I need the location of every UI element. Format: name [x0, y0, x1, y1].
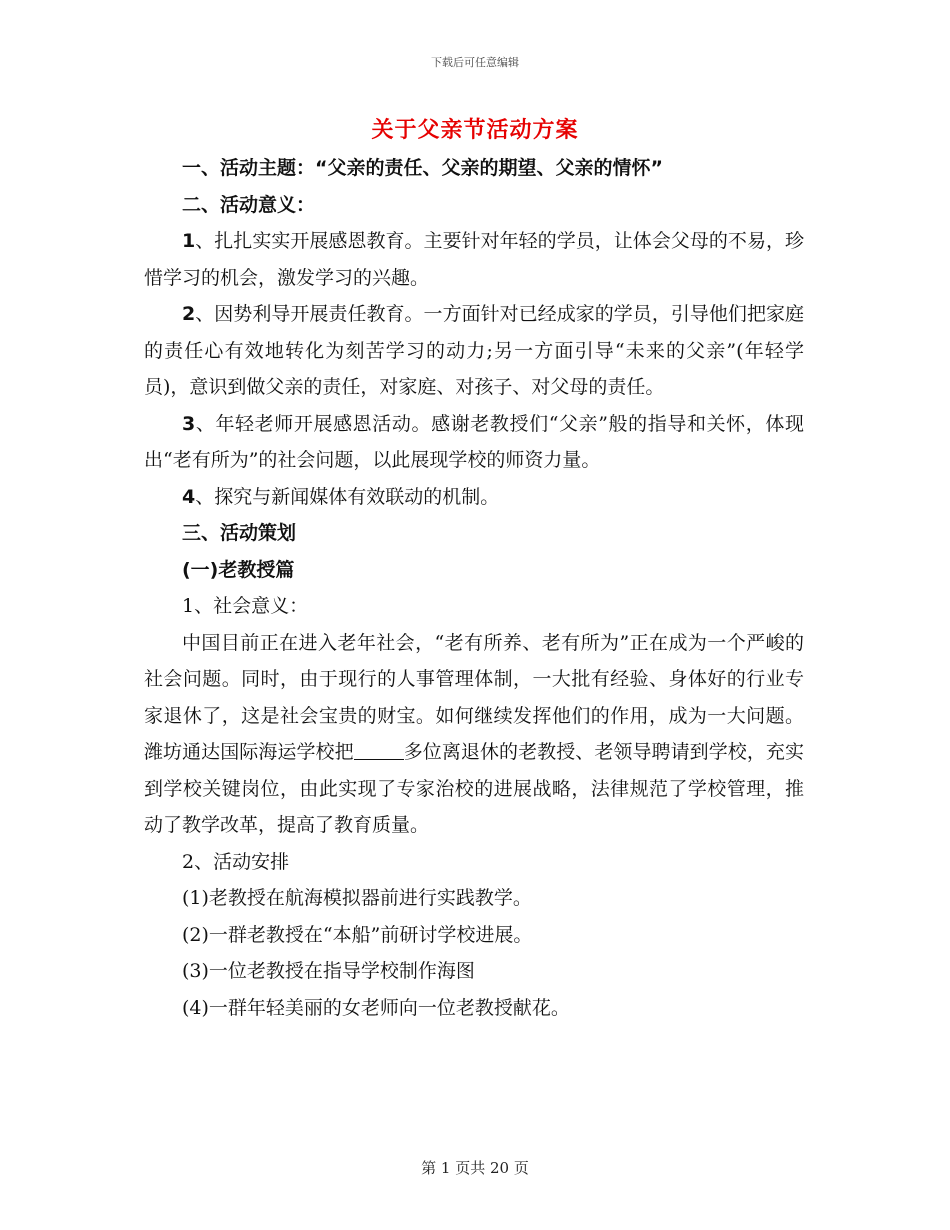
- item-number: (3): [182, 960, 209, 982]
- item-number: 2: [182, 303, 196, 325]
- document-title: 关于父亲节活动方案: [371, 117, 579, 143]
- item-number: 1: [182, 595, 195, 617]
- item-text: 、社会意义：: [194, 595, 309, 617]
- item-number: 3: [182, 412, 196, 435]
- item-text: 一位老教授在指导学校制作海图: [208, 960, 475, 982]
- paragraph-social-meaning: [144, 625, 804, 844]
- arrangement-item-3: [144, 953, 804, 990]
- item-activity-arrangement: [144, 844, 804, 881]
- item-text: 、活动安排: [194, 850, 290, 873]
- arrangement-item-2: [144, 917, 804, 954]
- item-number: 1: [182, 230, 196, 252]
- page-header: 下载后可任意编辑: [431, 56, 519, 69]
- document-body: [144, 150, 804, 1026]
- item-text: 一群老教授在“本船”前研讨学校进展。: [208, 923, 533, 946]
- item-text: 一群年轻美丽的女老师向一位老教授献花。: [208, 996, 570, 1019]
- section-heading-meaning: 二、活动意义：: [182, 193, 316, 216]
- item-social-meaning: [144, 588, 804, 625]
- paragraph-text: 、年轻老师开展感恩活动。感谢老教授们“父亲”般的指导和关怀，体现出“老有所为”的社会问题，以此展现学校的师资力量。: [144, 412, 804, 471]
- item-number: 4: [182, 485, 196, 508]
- paragraph-text: 、扎扎实实开展感恩教育。主要针对年轻的学员，让体会父母的不易，珍惜学习的机会，激发学习的兴趣。: [144, 230, 804, 289]
- section-heading-planning: 三、活动策划: [182, 522, 297, 544]
- paragraph-text-part-b: 多位离退休的老教授、老领导聘请到学校，充实到学校关键岗位，由此实现了专家治校的进展战略，法律规范了学校管理，推动了教学改革，提高了教育质量。: [144, 741, 804, 836]
- paragraph-text-part-a: 中国目前正在进入老年社会，“老有所养、老有所为”正在成为一个严峻的社会问题。同时，由于现行的人事管理体制，一大批有经验、身体好的行业专家退休了，这是社会宝贵的财宝。如何继续发挥他们的作用，成为一大问题。潍坊通达国际海运学校把: [144, 631, 804, 763]
- fill-blank-line: [354, 741, 404, 760]
- paragraph-text: 、探究与新闻媒体有效联动的机制。: [195, 485, 500, 508]
- item-number: (1): [182, 887, 209, 909]
- page-footer: 第 1 页共 20 页: [421, 1159, 529, 1177]
- paragraph-meaning-4: [144, 479, 804, 516]
- item-number: (4): [182, 996, 209, 1019]
- arrangement-item-1: [144, 880, 804, 917]
- paragraph-meaning-2: [144, 296, 804, 406]
- paragraph-text: 、因势利导开展责任教育。一方面针对已经成家的学员，引导他们把家庭的责任心有效地转化为刻苦学习的动力;另一方面引导“未来的父亲”(年轻学员)，意识到做父亲的责任，对家庭、对孩子、对父母的责任。: [144, 303, 804, 398]
- section-heading-theme: 一、活动主题：“父亲的责任、父亲的期望、父亲的情怀”: [182, 157, 663, 179]
- paragraph-meaning-1: [144, 223, 804, 296]
- item-number: 2: [182, 850, 195, 873]
- arrangement-item-4: [144, 990, 804, 1027]
- subsection-heading-professors: (一)老教授篇: [182, 558, 295, 581]
- item-number: (2): [182, 923, 209, 946]
- paragraph-meaning-3: [144, 406, 804, 479]
- item-text: 老教授在航海模拟器前进行实践教学。: [208, 887, 532, 909]
